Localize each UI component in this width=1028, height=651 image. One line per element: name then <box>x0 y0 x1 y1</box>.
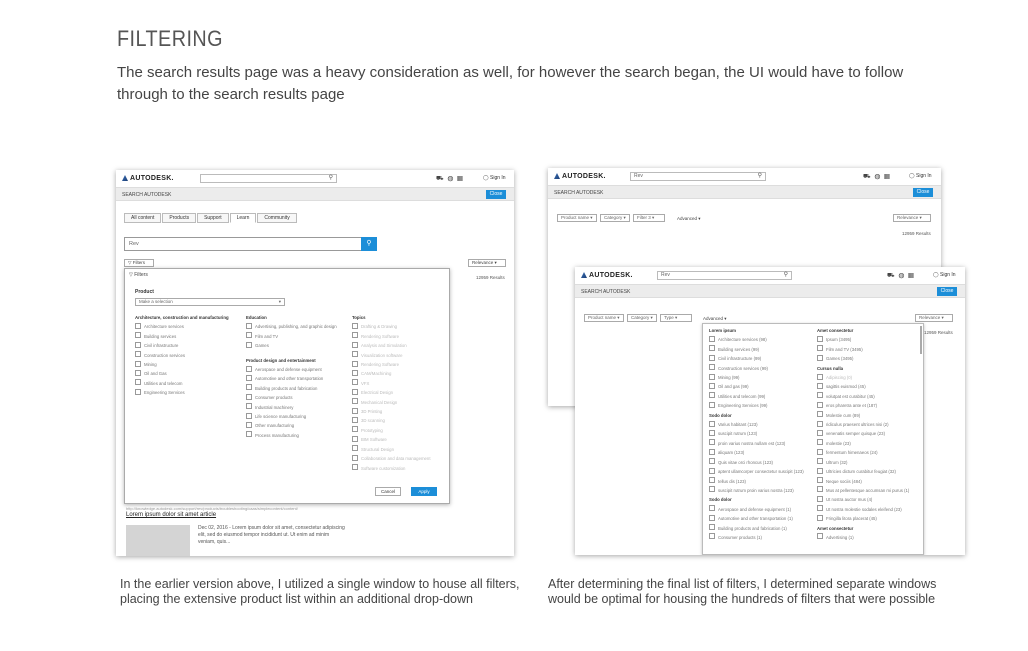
left-screenshot <box>116 170 514 556</box>
checkbox-item[interactable]: proin varius nostra nullam est (123) <box>709 439 813 448</box>
advanced-filters-dropdown <box>702 323 924 555</box>
cart-icon[interactable]: ⛟ <box>436 176 448 182</box>
grid-icon[interactable]: ▦ <box>457 176 467 182</box>
checkbox-item[interactable]: Other manufacturing <box>246 421 351 430</box>
checkbox-item[interactable]: Building services (99) <box>709 345 813 354</box>
checkbox-item[interactable]: Adipiscing (0) <box>817 373 917 382</box>
product-select[interactable]: Make a selection ▾ <box>135 298 285 306</box>
filter-group-heading: Sodo dolor <box>709 412 732 418</box>
autodesk-logo-icon <box>554 173 560 179</box>
checkbox-item[interactable]: Visualization software <box>352 351 448 360</box>
checkbox-item[interactable]: Film and TV (3495) <box>817 345 917 354</box>
checkbox-item[interactable]: Structural Design <box>352 445 448 454</box>
checkbox-item[interactable]: aptent ullamcorper consectetur suscipit (123) <box>709 467 813 476</box>
checkbox-item[interactable]: Process manufacturing <box>246 431 351 440</box>
chevron-down-icon: ▾ <box>278 299 281 304</box>
close-button[interactable]: Close <box>486 190 506 199</box>
sign-in-link[interactable]: ◯ Sign In <box>483 175 506 181</box>
header-search-input[interactable]: Rev ⚲ <box>657 271 792 280</box>
scrollbar[interactable] <box>920 326 922 354</box>
autodesk-logo: AUTODESK. <box>122 175 174 182</box>
checkbox-item[interactable]: volutpat est curabitur (45) <box>817 392 917 401</box>
search-icon[interactable]: ⚲ <box>783 272 788 278</box>
autodesk-logo: AUTODESK. <box>554 173 606 180</box>
globe-icon[interactable]: ◍ <box>874 174 885 180</box>
filter-column-b <box>817 326 917 542</box>
tab-community[interactable]: Community <box>257 213 296 223</box>
checkbox-item[interactable]: Consumer products <box>246 393 351 402</box>
sign-in-link[interactable]: ◯ Sign In <box>933 272 956 278</box>
checkbox-item[interactable]: Engineering Services (99) <box>709 401 813 410</box>
checkbox-item[interactable]: Varius habitant (123) <box>709 420 813 429</box>
tab-products[interactable]: Products <box>162 213 196 223</box>
checkbox-item[interactable]: fermentum himenaeos (24) <box>817 448 917 457</box>
relevance-select[interactable]: Relevance ▾ <box>468 259 506 267</box>
checkbox-item[interactable]: sagittis euismod (45) <box>817 382 917 391</box>
filter-category[interactable]: Category ▾ <box>600 214 630 222</box>
checkbox-item[interactable]: VFX <box>352 379 448 388</box>
result-thumbnail <box>126 525 190 556</box>
sign-in-link[interactable]: ◯ Sign In <box>909 173 932 179</box>
checkbox-item[interactable]: Ipsum (3495) <box>817 335 917 344</box>
filter-group-heading: Cursus nulla <box>817 365 844 371</box>
result-snippet <box>198 525 348 546</box>
user-icon: ◯ <box>483 175 489 181</box>
result-title[interactable]: Lorem ipsum dolor sit amet article <box>126 512 217 518</box>
checkbox-item[interactable]: Software customization <box>352 464 448 473</box>
checkbox-item[interactable]: Ultrum (32) <box>817 458 917 467</box>
header-icons <box>863 173 894 181</box>
top-nav <box>548 168 941 186</box>
section-heading: FILTERING <box>117 26 223 51</box>
industry-heading: Architecture, construction and manufacturing <box>135 315 229 320</box>
top-nav <box>116 170 514 188</box>
education-column <box>246 313 351 440</box>
checkbox-item[interactable]: Drafting & Drawing <box>352 322 448 331</box>
checkbox-item[interactable]: Neque sociis (484) <box>817 477 917 486</box>
checkbox-item[interactable]: BIM Software <box>352 435 448 444</box>
filters-panel <box>124 268 450 504</box>
checkbox-item[interactable]: Utilities and telecom <box>135 379 245 388</box>
checkbox-item[interactable]: Mechanical Design <box>352 398 448 407</box>
checkbox-item[interactable]: Aerospace and defense equipment <box>246 365 351 374</box>
checkbox-item[interactable]: Civil infrastructure <box>135 341 245 350</box>
product-label: Product <box>135 289 154 295</box>
industry-column <box>135 313 245 398</box>
filter-group-heading: Amet consectetur <box>817 525 854 531</box>
checkbox-item[interactable]: Construction services <box>135 351 245 360</box>
close-button[interactable]: Close <box>913 188 933 197</box>
advanced-toggle[interactable]: Advanced ▾ <box>677 216 701 221</box>
globe-icon[interactable]: ◍ <box>898 273 909 279</box>
checkbox-item[interactable]: suscipit rutrum (123) <box>709 429 813 438</box>
checkbox-item[interactable]: CAM/Machining <box>352 369 448 378</box>
autodesk-logo-icon <box>581 272 587 278</box>
topics-heading: Topics <box>352 315 366 320</box>
tab-learn[interactable]: Learn <box>230 213 257 223</box>
filter-type[interactable]: Type ▾ <box>660 314 692 322</box>
main-search-input[interactable] <box>124 237 377 251</box>
result-url: http://knowledge.autodesk.com/support/rev/products/troubleshooting/caas/simplecontent/content/ <box>126 506 298 511</box>
grid-icon[interactable]: ▦ <box>908 273 918 279</box>
checkbox-item[interactable]: venenatis semper quisque (23) <box>817 429 917 438</box>
checkbox-item[interactable]: 3D scanning <box>352 416 448 425</box>
checkbox-item[interactable]: Engineering Services <box>135 388 245 397</box>
filter-group-heading: Sodo dolor <box>709 497 732 503</box>
checkbox-item[interactable]: Ut nostra molestie sodales eleifend (23) <box>817 505 917 514</box>
checkbox-item[interactable]: 3D Printing <box>352 407 448 416</box>
filter-product-name[interactable]: Product name ▾ <box>584 314 624 322</box>
checkbox-item[interactable]: Ultricies dictum curabitur feugiat (32) <box>817 467 917 476</box>
content-tabs <box>124 213 298 223</box>
checkbox-item[interactable]: Civil infrastructure (99) <box>709 354 813 363</box>
checkbox-item[interactable]: Construction services (99) <box>709 364 813 373</box>
result-date: Dec 02, 2016 - <box>198 525 231 531</box>
checkbox-item[interactable]: Film and TV <box>246 332 351 341</box>
checkbox-item[interactable]: Games (3495) <box>817 354 917 363</box>
search-bar-strip <box>575 285 965 298</box>
checkbox-item[interactable]: Utilities and telecom (99) <box>709 392 813 401</box>
search-strip-label: SEARCH AUTODESK <box>581 289 631 295</box>
checkbox-item[interactable]: Architecture services (98) <box>709 335 813 344</box>
result-count: 12959 Results <box>902 231 931 236</box>
checkbox-item[interactable]: Molestie cum (89) <box>817 411 917 420</box>
header-search-input[interactable]: Rev ⚲ <box>630 172 766 181</box>
checkbox-item[interactable]: Oil and gas (99) <box>709 382 813 391</box>
advanced-toggle[interactable]: Advanced ▾ <box>703 316 727 321</box>
header-search-input[interactable] <box>200 174 337 183</box>
right-caption: After determining the final list of filters, I determined separate windows would be optimal for housing the hundreds of filters that were possible <box>548 577 937 606</box>
checkbox-item[interactable]: Building products and fabrication <box>246 384 351 393</box>
header-icons <box>887 272 918 280</box>
checkbox-item[interactable]: Analysis and Simulation <box>352 341 448 350</box>
close-button[interactable]: Close <box>937 287 957 296</box>
autodesk-logo: AUTODESK. <box>581 272 633 279</box>
search-bar-strip <box>548 186 941 199</box>
relevance-select[interactable]: Relevance ▾ <box>893 214 931 222</box>
cart-icon[interactable]: ⛟ <box>887 273 899 279</box>
left-caption: In the earlier version above, I utilized a single window to house all filters, placing the extensive product list within an additional drop-down <box>120 577 520 606</box>
filter-group-heading: Amet consectetur <box>817 328 854 333</box>
checkbox-item[interactable]: aliquam (123) <box>709 448 813 457</box>
filter-column-a <box>709 326 813 542</box>
filter-category[interactable]: Category ▾ <box>627 314 657 322</box>
top-nav <box>575 267 965 285</box>
filters-button[interactable]: ▽ Filters <box>124 259 154 267</box>
product-design-heading: Product design and entertainment <box>246 357 316 363</box>
cancel-button[interactable]: Cancel <box>375 487 401 496</box>
checkbox-item[interactable]: Oil and Gas <box>135 369 245 378</box>
tab-support[interactable]: Support <box>197 213 229 223</box>
right-front-screenshot <box>575 267 965 555</box>
search-icon[interactable]: ⚲ <box>757 173 762 179</box>
filters-panel-title: ▽ Filters <box>129 272 148 278</box>
search-strip-label: SEARCH AUTODESK <box>554 190 604 196</box>
filter-product-name[interactable]: Product name ▾ <box>557 214 597 222</box>
checkbox-item[interactable]: Mining <box>135 360 245 369</box>
checkbox-item[interactable]: molestie (23) <box>817 439 917 448</box>
checkbox-item[interactable]: Ut nostra auctor mus (4) <box>817 495 917 504</box>
search-result <box>126 505 376 519</box>
checkbox-item[interactable]: Games <box>246 341 351 350</box>
checkbox-item[interactable]: Automotive and other transportation (1) <box>709 514 813 523</box>
checkbox-item[interactable]: Mus at pellentesque accumsan mi purus (1) <box>817 486 917 495</box>
filter-group-heading: Lorem ipsum <box>709 328 736 333</box>
cart-icon[interactable]: ⛟ <box>863 174 875 180</box>
search-submit-icon[interactable]: ⚲ <box>361 237 377 251</box>
result-snippet-text: Lorem ipsum dolor sit amet, consectetur adipiscing elit, sed do eiusmod tempor incididunt ut. Ut enim ad minim veniam, quis... <box>198 525 345 545</box>
user-icon: ◯ <box>909 173 915 179</box>
checkbox-item[interactable]: eros pharetra ante et (187) <box>817 401 917 410</box>
checkbox-item[interactable]: Electrical Design <box>352 388 448 397</box>
search-strip-label: SEARCH AUTODESK <box>122 192 172 198</box>
checkbox-item[interactable]: Building services <box>135 332 245 341</box>
checkbox-item[interactable]: suscipit rutrum proin varius nostra (123) <box>709 486 813 495</box>
search-icon[interactable]: ⚲ <box>328 175 333 181</box>
checkbox-item[interactable]: tellus dis (123) <box>709 477 813 486</box>
autodesk-logo-icon <box>122 175 128 181</box>
checkbox-item[interactable]: Life science manufacturing <box>246 412 351 421</box>
search-bar-strip <box>116 188 514 201</box>
checkbox-item[interactable]: Rendering Software <box>352 360 448 369</box>
checkbox-item[interactable]: Aerospace and defense equipment (1) <box>709 505 813 514</box>
checkbox-item[interactable]: Advertising (1) <box>817 533 917 542</box>
header-icons <box>436 175 467 183</box>
result-count: 12959 Results <box>924 330 953 335</box>
topics-column <box>352 313 448 473</box>
checkbox-item[interactable]: Mining (99) <box>709 373 813 382</box>
checkbox-item[interactable]: Consumer products (1) <box>709 533 813 542</box>
checkbox-item[interactable]: Advertising, publishing, and graphic design <box>246 322 351 331</box>
globe-icon[interactable]: ◍ <box>447 176 458 182</box>
result-count: 12959 Results <box>476 275 505 280</box>
filter-3[interactable]: Filter 3 ▾ <box>633 214 665 222</box>
tab-all-content[interactable]: All content <box>124 213 161 223</box>
checkbox-item[interactable]: Quis vitae orci rhoncus (123) <box>709 458 813 467</box>
search-query: Rev <box>129 241 139 247</box>
intro-paragraph: The search results page was a heavy consideration as well, for however the search began, the UI would have to follow through to the search results page <box>117 64 904 103</box>
checkbox-item[interactable]: Industrial machinery <box>246 403 351 412</box>
checkbox-item[interactable]: Rendering Software <box>352 332 448 341</box>
user-icon: ◯ <box>933 272 939 278</box>
relevance-select[interactable]: Relevance ▾ <box>915 314 953 322</box>
grid-icon[interactable]: ▦ <box>884 174 894 180</box>
checkbox-item[interactable]: Building products and fabrication (1) <box>709 524 813 533</box>
education-heading: Education <box>246 315 267 320</box>
checkbox-item[interactable]: Automotive and other transportation <box>246 374 351 383</box>
checkbox-item[interactable]: Collaboration and data management <box>352 454 448 463</box>
apply-button[interactable]: Apply <box>411 487 437 496</box>
checkbox-item[interactable]: Fringilla litora placerat (45) <box>817 514 917 523</box>
checkbox-item[interactable]: Architecture services <box>135 322 245 331</box>
checkbox-item[interactable]: Prototyping <box>352 426 448 435</box>
checkbox-item[interactable]: ridiculus praesent ultrices nisi (2) <box>817 420 917 429</box>
